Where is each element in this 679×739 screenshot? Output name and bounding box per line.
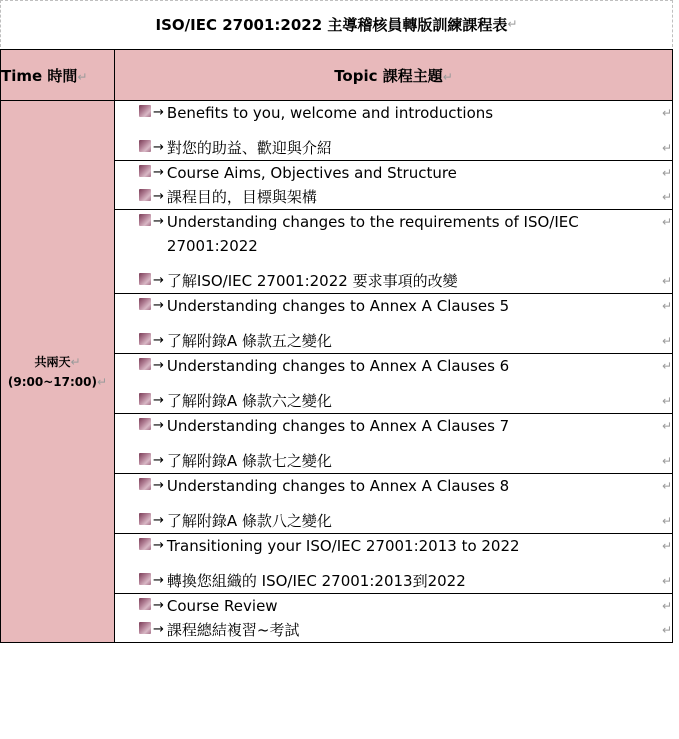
arrow-icon: →	[153, 189, 164, 204]
bullet-icon	[139, 273, 151, 285]
topic-text: 轉換您組織的 ISO/IEC 27001:2013到2022	[166, 572, 466, 590]
list-item	[115, 210, 672, 258]
list-item	[115, 354, 672, 378]
document-title	[0, 0, 673, 47]
bullet-icon	[139, 189, 151, 201]
topic-text: 課程總結複習~考試	[166, 621, 300, 639]
bullet-icon	[139, 478, 151, 490]
return-mark: ↵	[442, 69, 453, 84]
bullet-icon	[139, 214, 151, 226]
list-item	[115, 101, 672, 125]
return-mark: ↵	[661, 359, 672, 373]
return-mark: ↵	[661, 190, 672, 204]
return-mark: ↵	[661, 166, 672, 180]
list-item	[115, 161, 672, 185]
time-column-header	[1, 50, 115, 101]
topic-cell-7	[115, 474, 673, 534]
topic-cell-9	[115, 594, 673, 643]
time-cell	[1, 101, 115, 643]
return-mark: ↵	[661, 479, 672, 493]
duration-label: 共兩天	[34, 354, 71, 369]
title-text: ISO/IEC 27001:2022 主導稽核員轉版訓練課程表	[155, 15, 508, 34]
arrow-icon: →	[153, 393, 164, 408]
list-item	[115, 136, 672, 160]
return-mark: ↵	[661, 539, 672, 553]
topic-text: 了解附錄A 條款八之變化	[166, 512, 332, 530]
topic-text: Understanding changes to Annex A Clauses 7	[166, 417, 510, 435]
topic-cell-2	[115, 161, 673, 210]
topic-text: Transitioning your ISO/IEC 27001:2013 to 2022	[166, 537, 520, 555]
arrow-icon: →	[153, 140, 164, 155]
topic-text: 了解附錄A 條款六之變化	[166, 392, 332, 410]
arrow-icon: →	[153, 598, 164, 613]
return-mark: ↵	[661, 574, 672, 588]
arrow-icon: →	[153, 273, 164, 288]
topic-cell-1	[115, 101, 673, 161]
return-mark: ↵	[661, 623, 672, 637]
return-mark: ↵	[661, 141, 672, 155]
course-schedule-table	[0, 49, 673, 643]
return-mark: ↵	[661, 419, 672, 433]
arrow-icon: →	[153, 622, 164, 637]
paragraph-return-mark: ↵	[507, 17, 518, 31]
arrow-icon: →	[153, 214, 164, 229]
hours-label: (9:00~17:00)	[7, 374, 97, 389]
bullet-icon	[139, 598, 151, 610]
time-header-label: Time 時間	[1, 66, 78, 85]
topic-cell-3	[115, 210, 673, 294]
return-mark: ↵	[661, 454, 672, 468]
arrow-icon: →	[153, 165, 164, 180]
bullet-icon	[139, 358, 151, 370]
topic-text: Understanding changes to the requirements of ISO/IEC 27001:2022	[166, 213, 579, 255]
topic-text: 對您的助益、歡迎與介紹	[166, 139, 332, 157]
return-mark: ↵	[661, 106, 672, 120]
arrow-icon: →	[153, 453, 164, 468]
topic-text: Course Aims, Objectives and Structure	[166, 164, 457, 182]
topic-text: Understanding changes to Annex A Clauses 5	[166, 297, 510, 315]
bullet-icon	[139, 165, 151, 177]
bullet-icon	[139, 453, 151, 465]
bullet-icon	[139, 140, 151, 152]
arrow-icon: →	[153, 513, 164, 528]
bullet-icon	[139, 622, 151, 634]
topic-text: 了解附錄A 條款五之變化	[166, 332, 332, 350]
topic-text: Understanding changes to Annex A Clauses 8	[166, 477, 510, 495]
arrow-icon: →	[153, 538, 164, 553]
topic-text: 了解ISO/IEC 27001:2022 要求事項的改變	[166, 272, 458, 290]
list-item	[115, 534, 672, 558]
list-item	[115, 594, 672, 618]
table-row	[1, 101, 673, 161]
list-item	[115, 294, 672, 318]
return-mark: ↵	[661, 299, 672, 313]
list-item	[115, 414, 672, 438]
arrow-icon: →	[153, 478, 164, 493]
topic-column-header	[115, 50, 673, 101]
topic-text: 課程目的，目標與架構	[166, 188, 317, 206]
bullet-icon	[139, 513, 151, 525]
topic-header-label: Topic 課程主題	[334, 66, 443, 85]
list-item	[115, 185, 672, 209]
list-item	[115, 509, 672, 533]
topic-cell-5	[115, 354, 673, 414]
bullet-icon	[139, 538, 151, 550]
bullet-icon	[139, 573, 151, 585]
bullet-icon	[139, 298, 151, 310]
arrow-icon: →	[153, 333, 164, 348]
list-item	[115, 618, 672, 642]
return-mark: ↵	[661, 334, 672, 348]
return-mark: ↵	[661, 599, 672, 613]
bullet-icon	[139, 333, 151, 345]
return-mark: ↵	[661, 514, 672, 528]
arrow-icon: →	[153, 418, 164, 433]
arrow-icon: →	[153, 573, 164, 588]
arrow-icon: →	[153, 298, 164, 313]
topic-cell-6	[115, 414, 673, 474]
arrow-icon: →	[153, 358, 164, 373]
topic-text: Course Review	[166, 597, 278, 615]
topic-cell-4	[115, 294, 673, 354]
return-mark: ↵	[661, 394, 672, 408]
return-mark: ↵	[661, 215, 672, 229]
list-item	[115, 389, 672, 413]
return-mark: ↵	[77, 69, 88, 84]
bullet-icon	[139, 393, 151, 405]
topic-text: Benefits to you, welcome and introductions	[166, 104, 494, 122]
return-mark: ↵	[70, 354, 81, 369]
topic-text: Understanding changes to Annex A Clauses 6	[166, 357, 510, 375]
list-item	[115, 449, 672, 473]
return-mark: ↵	[661, 274, 672, 288]
list-item	[115, 329, 672, 353]
bullet-icon	[139, 105, 151, 117]
list-item	[115, 269, 672, 293]
topic-text: 了解附錄A 條款七之變化	[166, 452, 332, 470]
bullet-icon	[139, 418, 151, 430]
list-item	[115, 569, 672, 593]
header-row	[1, 50, 673, 101]
topic-cell-8	[115, 534, 673, 594]
return-mark: ↵	[97, 374, 108, 389]
list-item	[115, 474, 672, 498]
arrow-icon: →	[153, 105, 164, 120]
